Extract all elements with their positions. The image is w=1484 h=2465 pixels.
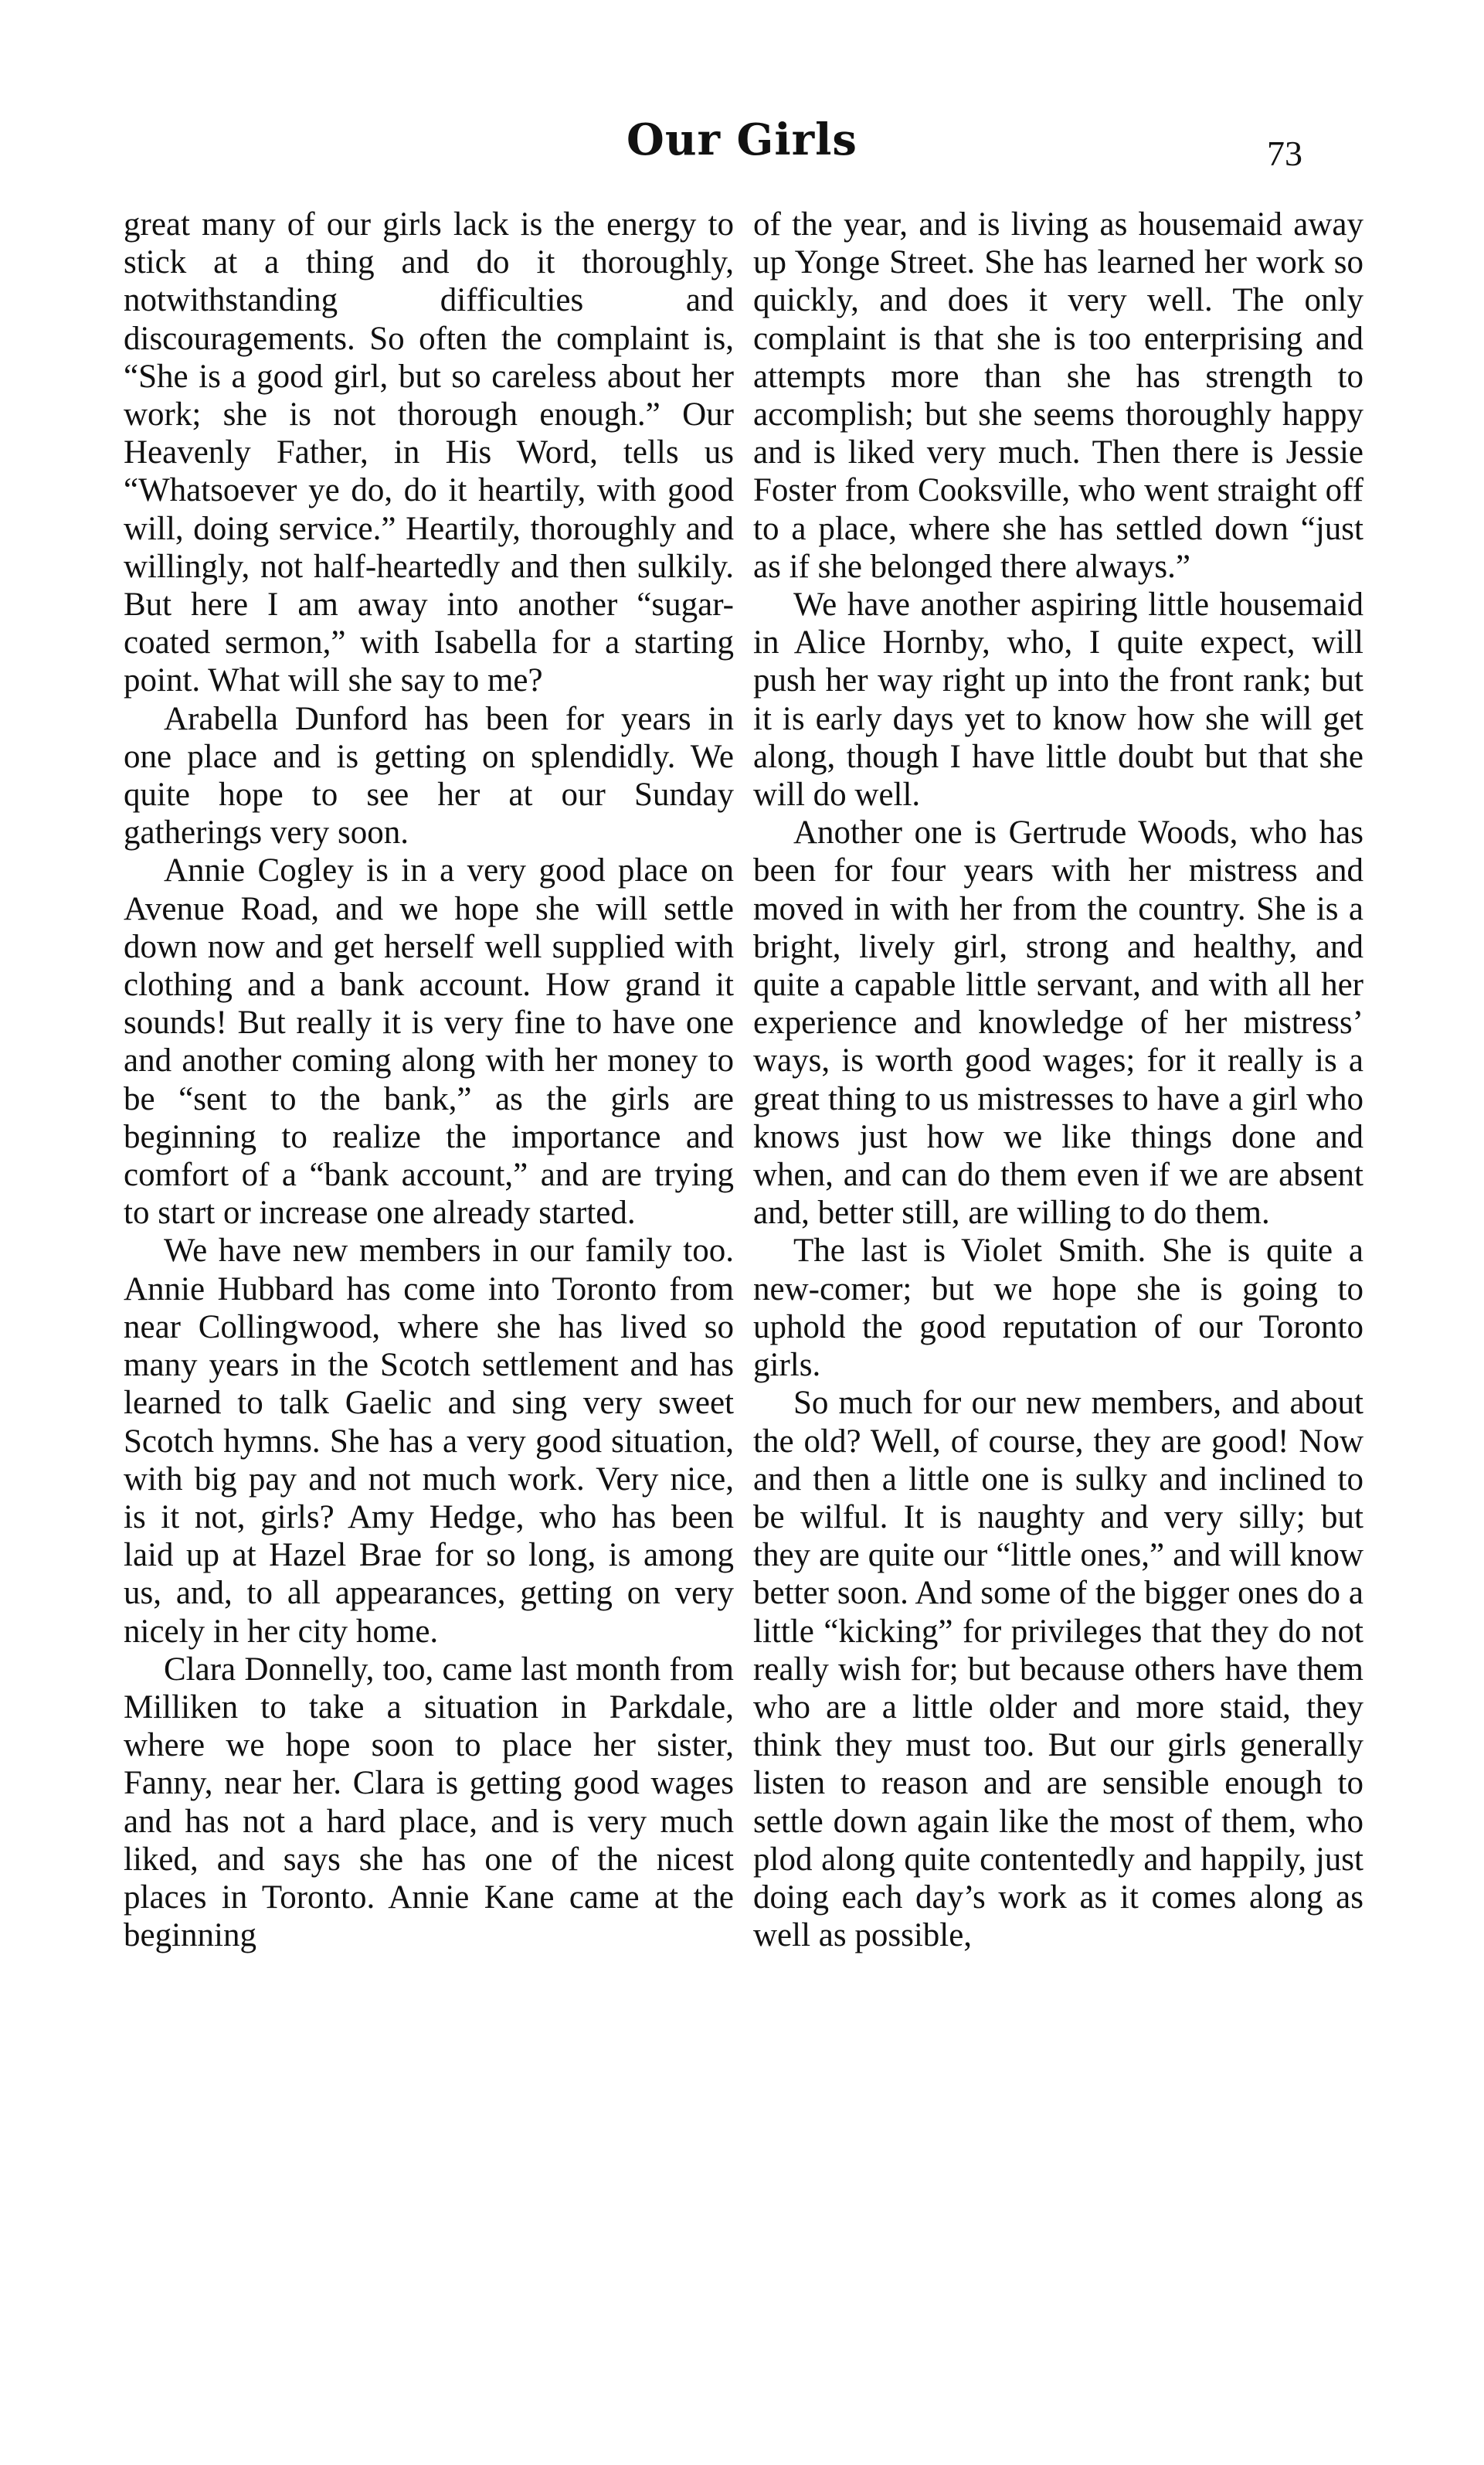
paragraph: The last is Violet Smith. She is quite a new-comer; but we hope she is going to uphold the good reputation of our Toronto girls. — [753, 1232, 1363, 1384]
paragraph: So much for our new members, and about the old? Well, of course, they are good! Now and then a little one is sulky and inclined to be wilful. It is naughty and very silly; but they are quite our “little ones,” and will know better soon. And some of the bigger ones do a little “kicking” for privileges that they do not really wish for; but because others have them who are a little older and more staid, they think they must too. But our girls generally listen to reason and are sensible enough to settle down again like the most of them, who plod along quite contentedly and happily, just doing each day’s work as it comes along as well as possible, — [753, 1385, 1363, 1954]
running-title: Our Girls — [627, 114, 857, 165]
paragraph: Another one is Gertrude Woods, who has been for four years with her mistress and moved in with her from the country. She is a bright, lively girl, strong and healthy, and quite a capable little servant, and with all her experience and knowledge of her mistress’ ways, is worth good wages; for it really is a great thing to us mistresses to have a girl who knows just how we like things done and when, and can do them even if we are absent and, better still, are willing to do them. — [753, 814, 1363, 1232]
paragraph: We have another aspiring little housemaid in Alice Hornby, who, I quite expect, will push her way right up into the front rank; but it is early days yet to know how she will get along, though I have little doubt but that she will do well. — [753, 586, 1363, 814]
paragraph: Annie Cogley is in a very good place on Avenue Road, and we hope she will settle down now and get herself well supplied with clothing and a bank account. How grand it sounds! But really it is very fine to have one and another coming along with her money to be “sent to the bank,” as the girls are beginning to realize the importance and comfort of a “bank account,” and are trying to start or increase one already started. — [124, 852, 734, 1232]
paragraph: We have new members in our family too. Annie Hubbard has come into Toronto from near Collingwood, where she has lived so many years in the Scotch settlement and has learned to talk Gaelic and sing very sweet Scotch hymns. She has a very good situation, with big pay and not much work. Very nice, is it not, girls? Amy Hedge, who has been laid up at Hazel Brae for so long, is among us, and, to all appearances, getting on very nicely in her city home. — [124, 1232, 734, 1650]
right-column — [753, 206, 1363, 1954]
paragraph: Arabella Dunford has been for years in one place and is getting on splendidly. We quite hope to see her at our Sunday gatherings very soon. — [124, 700, 734, 852]
paragraph: Clara Donnelly, too, came last month from Milliken to take a situation in Parkdale, where we hope soon to place her sister, Fanny, near her. Clara is getting good wages and has not a hard place, and is very much liked, and says she has one of the nicest places in Toronto. Annie Kane came at the beginning — [124, 1651, 734, 1954]
page-number: 73 — [1267, 134, 1302, 173]
left-column — [124, 206, 734, 1954]
paragraph: great many of our girls lack is the energy to stick at a thing and do it thoroughly, notwithstanding difficulties and discouragements. So often the complaint is, “She is a good girl, but so careless about her work; she is not thorough enough.” Our Heavenly Father, in His Word, tells us “Whatsoever ye do, do it heartily, with good will, doing service.” Heartily, thoroughly and willingly, not half-heartedly and then sulkily. But here I am away into another “sugar-coated sermon,” with Isabella for a starting point. What will she say to me? — [124, 206, 734, 699]
paragraph: of the year, and is living as housemaid away up Yonge Street. She has learned her work so quickly, and does it very well. The only complaint is that she is too enterprising and attempts more than she has strength to accomplish; but she seems thoroughly happy and is liked very much. Then there is Jessie Foster from Cooksville, who went straight off to a place, where she has settled down “just as if she belonged there always.” — [753, 206, 1363, 585]
